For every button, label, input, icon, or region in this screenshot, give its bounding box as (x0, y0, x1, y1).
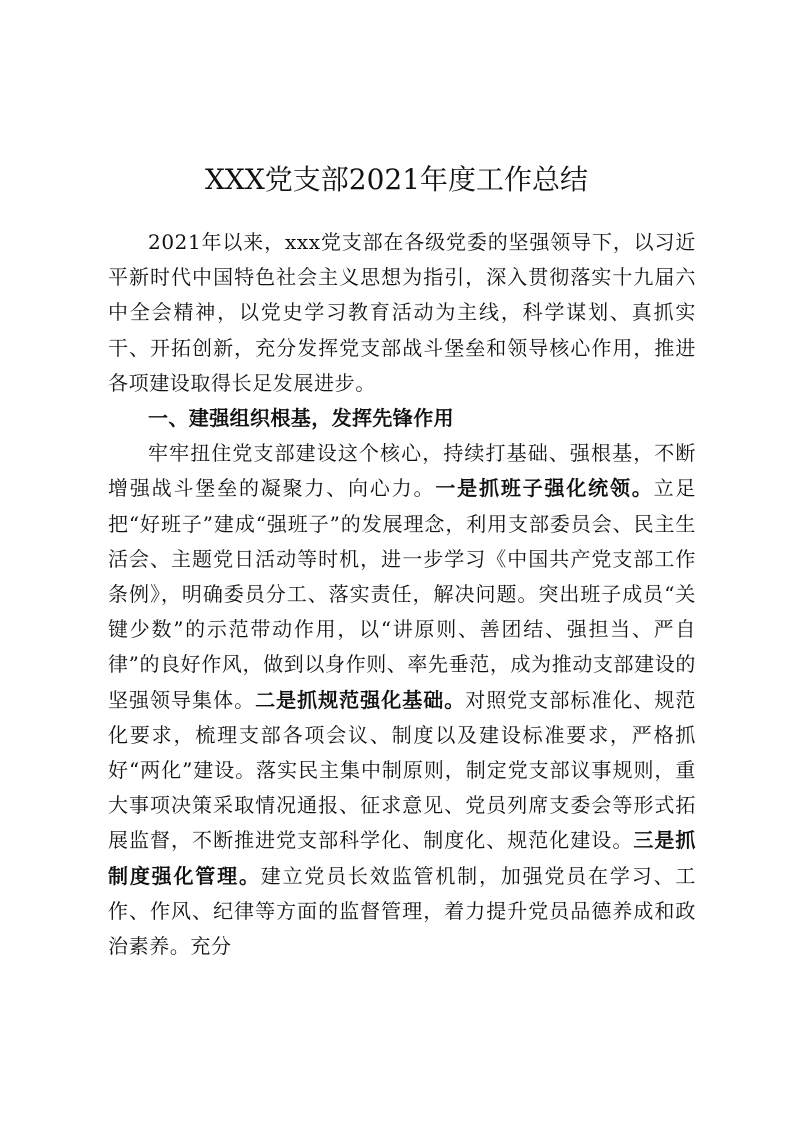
document-title: XXX党支部2021年度工作总结 (204, 163, 589, 196)
point-three-text: 建立党员长效监管机制，加强党员在学习、工作、作风、纪律等方面的监督管理，着力提升党员品德养成和政治素养。充分 (108, 863, 697, 959)
section-heading: 一、建强组织根基，发挥先锋作用 (148, 406, 454, 431)
paragraph-lead-text: 牢牢扭住党支部建设这个核心，持续打基础、强根基，不断增强战斗堡垒的凝聚力、向心力。 (108, 441, 696, 501)
document-body (108, 225, 696, 964)
point-two-label: 二是抓规范强化基础。 (255, 687, 466, 712)
point-one-label: 一是抓班子强化统领。 (435, 476, 654, 501)
intro-paragraph: 2021年以来，xxx党支部在各级党委的坚强领导下，以习近平新时代中国特色社会主义思想为指引，深入贯彻落实十九届六中全会精神，以党史学习教育活动为主线，科学谋划、真抓实干、开拓创新，充分发挥党支部战斗堡垒和领导核心作用，推进各项建设取得长足发展进步。 (108, 230, 696, 395)
point-two-text: 对照党支部标准化、规范化要求，梳理支部各项会议、制度以及建设标准要求，严格抓好“两化”建设。落实民主集中制原则，制定党支部议事规则，重大事项决策采取情况通报、征求意见、党员列席支委会等形式拓展监督，不断推进党支部科学化、制度化、规范化建设。 (108, 687, 697, 853)
point-one-text: 立足把“好班子”建成“强班子”的发展理念，利用支部委员会、民主生活会、主题党日活动等时机，进一步学习《中国共产党支部工作条例》，明确委员分工、落实责任，解决问题。突出班子成员“关键少数”的示范带动作用，以“讲原则、善团结、强担当、严自律”的良好作风，做到以身作则、率先垂范，成为推动支部建设的坚强领导集体。 (108, 476, 697, 712)
point-three-label: 三是抓制度强化管理。 (108, 828, 696, 888)
section-paragraph (108, 436, 696, 964)
